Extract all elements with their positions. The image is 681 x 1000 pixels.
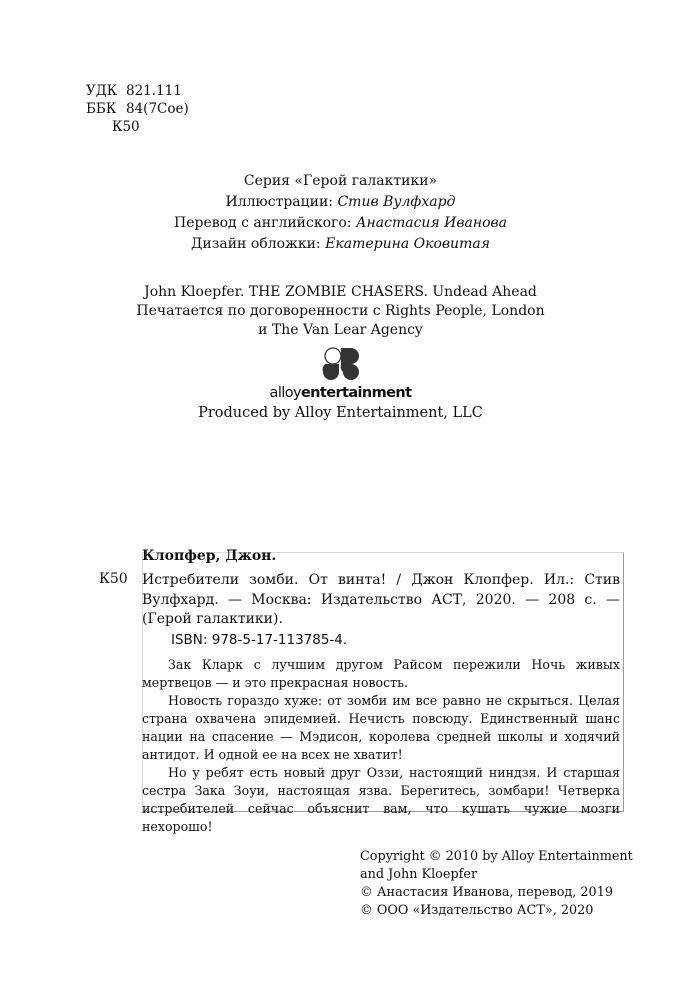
- cover-design-value: Екатерина Оковитая: [325, 236, 490, 252]
- alloy-logo-text: [0, 385, 681, 401]
- bbk-row: [86, 100, 189, 118]
- cover-design-line: [0, 234, 681, 255]
- illustrations-label: Иллюстрации:: [225, 194, 338, 210]
- translation-value: Анастасия Иванова: [355, 215, 507, 231]
- annotation-paragraph: Но у ребят есть новый друг Оззи, настоящий ниндзя. И старшая сестра Зака Зоуи, настоящая язва. Берегитесь, зомбари! Четверка истребителей сейчас объяснит вам, что кушать чужие мозги нехорошо!: [142, 765, 620, 834]
- udk-label: УДК: [86, 83, 118, 99]
- translation-label: Перевод с английского:: [174, 215, 356, 231]
- credits-block: [0, 171, 681, 255]
- bbk-label: ББК: [86, 101, 117, 117]
- copyright-line: Copyright © 2010 by Alloy Entertainment: [360, 849, 633, 864]
- alloy-logo-icon: [322, 347, 360, 381]
- original-edition-block: [0, 283, 681, 340]
- agency-line: и The Van Lear Agency: [258, 322, 423, 338]
- alloy-logo: [0, 347, 681, 401]
- annotation: [142, 656, 620, 836]
- translation-line: [0, 213, 681, 234]
- annotation-paragraph: Зак Кларк с лучшим другом Райсом пережили Ночь живых мертвецов — и это прекрасная новость.: [142, 657, 620, 690]
- copyright-line: © Анастасия Иванова, перевод, 2019: [360, 885, 613, 900]
- logo-text-light: alloy: [269, 385, 301, 401]
- copyright-block: [360, 848, 633, 920]
- produced-by-line: Produced by Alloy Entertainment, LLC: [198, 405, 483, 421]
- series-line: Серия «Герой галактики»: [243, 173, 438, 189]
- isbn: ISBN: 978-5-17-113785-4.: [171, 632, 348, 648]
- catalog-card: [99, 548, 623, 834]
- udk-value: 821.111: [126, 83, 182, 99]
- author-mark: К50: [112, 119, 140, 135]
- cover-design-label: Дизайн обложки:: [191, 236, 326, 252]
- logo-text-bold: entertainment: [300, 385, 412, 401]
- illustrations-value: Стив Вулфхард: [337, 194, 456, 210]
- illustrations-line: [0, 192, 681, 213]
- original-title-line: John Kloepfer. THE ZOMBIE CHASERS. Undead Ahead: [144, 284, 537, 300]
- annotation-paragraph: Новость гораздо хуже: от зомби им все равно не скрыться. Целая страна охвачена эпидемией. Нечисть повсюду. Единственный шанс нации на спасение — Мэдисон, королева средней школы и ходячий антидот. И одной ее на всех не хватит!: [142, 693, 620, 762]
- catalog-author-heading: Клопфер, Джон.: [142, 548, 277, 564]
- classification-codes: [86, 82, 189, 136]
- catalog-code: К50: [99, 571, 128, 587]
- copyright-line: © ООО «Издательство АСТ», 2020: [360, 903, 594, 918]
- udk-row: [86, 82, 189, 100]
- bbk-value: 84(7Сое): [126, 101, 189, 117]
- catalog-description: Истребители зомби. От винта! / Джон Клопфер. Ил.: Стив Вулфхард. — Москва: Издательство АСТ, 2020. — 208 с. — (Герой галактики).: [142, 572, 620, 627]
- rights-line: Печатается по договоренности с Rights People, London: [136, 303, 545, 319]
- copyright-line: and John Kloepfer: [360, 867, 478, 882]
